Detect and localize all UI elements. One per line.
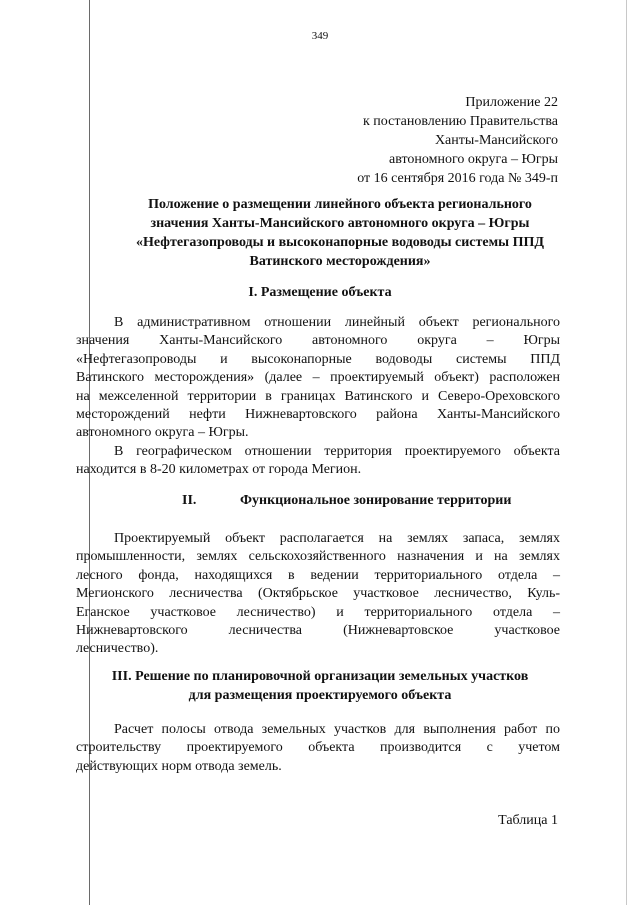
paragraph-line: Расчет полосы отвода земельных участков для выполнения работ по xyxy=(114,722,560,737)
paragraph-line: автономного округа – Югры. xyxy=(76,425,249,441)
section-2-paragraph xyxy=(76,530,560,659)
document-title xyxy=(70,195,610,271)
paragraph-line: В географическом отношении территория проектируемого объекта xyxy=(114,444,560,459)
paragraph-line: лесного фонда, находящихся в ведении территориального отдела – xyxy=(76,567,560,583)
paragraph-line: лесничество). xyxy=(76,641,159,657)
title-line: Ватинского месторождения» xyxy=(249,254,431,269)
paragraph-line: находится в 8-20 километрах от города Мегион. xyxy=(76,462,362,478)
appendix-line: от 16 сентября 2016 года № 349-п xyxy=(357,171,558,186)
section-2-heading: Функциональное зонирование территории xyxy=(240,493,512,508)
paragraph-line: значения Ханты-Мансийского автономного округа – Югры xyxy=(76,333,560,349)
title-line: значения Ханты-Мансийского автономного округа – Югры xyxy=(150,216,530,231)
section-2-number: II. xyxy=(182,493,197,508)
right-edge-line xyxy=(626,0,627,905)
paragraph-line: Ватинского месторождения» (далее – проектируемый объект) расположен xyxy=(76,370,560,386)
title-line: Положение о размещении линейного объекта регионального xyxy=(148,197,532,212)
section-3-heading-line-1: III. Решение по планировочной организации земельных участков xyxy=(111,669,529,684)
paragraph-line: действующих норм отвода земель. xyxy=(76,758,282,774)
paragraph-line: Нижневартовского лесничества (Нижневартовское участковое xyxy=(76,623,560,639)
appendix-line: автономного округа – Югры xyxy=(389,152,558,167)
paragraph-line: на межселенной территории в границах Ватинского и Северо-Ореховского xyxy=(76,388,560,404)
paragraph-line: В административном отношении линейный объект регионального xyxy=(114,315,560,330)
section-1-heading: I. Размещение объекта xyxy=(248,285,392,300)
appendix-line: Ханты-Мансийского xyxy=(434,133,558,148)
section-1-paragraph-2 xyxy=(76,443,560,480)
section-3-paragraph xyxy=(76,721,560,776)
section-1-paragraph-1 xyxy=(76,314,560,443)
appendix-line: Приложение 22 xyxy=(465,95,558,110)
paragraph-line: Еганское участковое лесничество) и территориального отдела – xyxy=(76,604,560,620)
paragraph-line: Проектируемый объект располагается на землях запаса, землях xyxy=(114,531,560,546)
table-label: Таблица 1 xyxy=(498,813,558,828)
appendix-line: к постановлению Правительства xyxy=(362,114,558,129)
section-3-heading-line-2: для размещения проектируемого объекта xyxy=(188,688,452,703)
page-number: 349 xyxy=(311,30,329,42)
appendix-block xyxy=(357,93,558,188)
title-line: «Нефтегазопроводы и высоконапорные водоводы системы ППД xyxy=(136,235,544,250)
paragraph-line: строительству проектируемого объекта производится с учетом xyxy=(76,740,560,756)
paragraph-line: «Нефтегазопроводы и высоконапорные водоводы системы ППД xyxy=(76,351,560,367)
paragraph-line: Мегионского лесничества (Октябрьское участковое лесничество, Куль- xyxy=(76,586,560,602)
paragraph-line: месторождений нефти Нижневартовского района Ханты-Мансийского xyxy=(76,407,560,423)
paragraph-line: промышленности, землях сельскохозяйственного назначения и на землях xyxy=(76,549,560,565)
